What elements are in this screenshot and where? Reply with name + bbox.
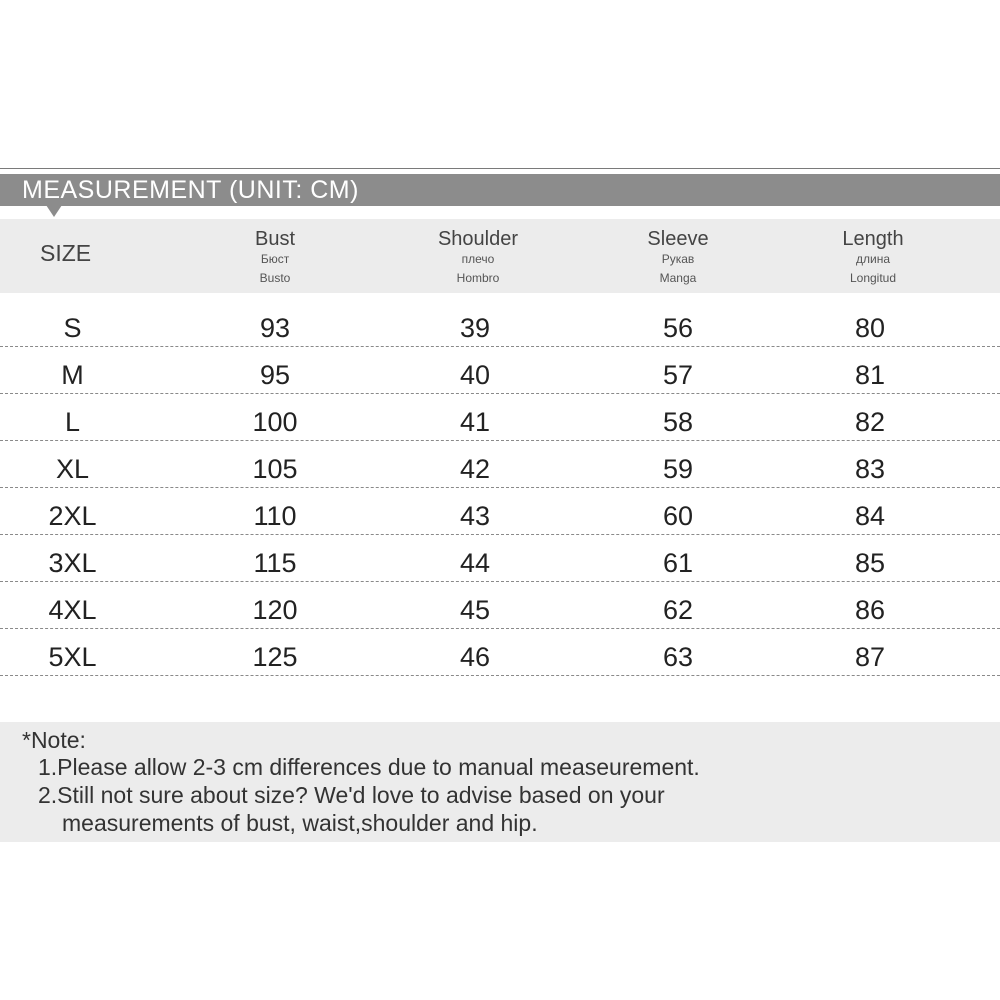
- banner-pointer-icon: [46, 205, 62, 217]
- sleeve-cell: 59: [662, 454, 694, 484]
- shoulder-cell: 43: [459, 501, 491, 531]
- header-bust-spanish: Busto: [259, 271, 291, 285]
- table-row: [0, 629, 1000, 676]
- size-cell: M: [61, 360, 84, 390]
- header-bust: [215, 219, 335, 293]
- bust-cell: 93: [259, 313, 291, 343]
- shoulder-cell: 46: [459, 642, 491, 672]
- bust-cell: 120: [252, 595, 298, 625]
- header-shoulder-russian: плечо: [461, 252, 495, 266]
- sleeve-cell: 57: [662, 360, 694, 390]
- length-cell: 83: [854, 454, 886, 484]
- note-line-1: 1.Please allow 2-3 cm differences due to manual measeurement.: [38, 754, 700, 780]
- header-shoulder-label: Shoulder: [437, 228, 519, 250]
- length-cell: 82: [854, 407, 886, 437]
- header-length-spanish: Longitud: [849, 271, 897, 285]
- note-line-3: measurements of bust, waist,shoulder and hip.: [62, 810, 538, 836]
- shoulder-cell: 45: [459, 595, 491, 625]
- sleeve-cell: 56: [662, 313, 694, 343]
- shoulder-cell: 42: [459, 454, 491, 484]
- header-length-russian: длина: [855, 252, 890, 266]
- size-cell: 3XL: [48, 548, 97, 578]
- note-line-2: 2.Still not sure about size? We'd love to advise based on your: [38, 782, 665, 808]
- note-heading: *Note:: [22, 727, 86, 753]
- length-cell: 84: [854, 501, 886, 531]
- size-cell: XL: [55, 454, 90, 484]
- bust-cell: 125: [252, 642, 298, 672]
- header-length: [813, 219, 933, 293]
- bust-cell: 115: [253, 548, 297, 578]
- size-cell: 4XL: [48, 595, 97, 625]
- sleeve-cell: 61: [662, 548, 694, 578]
- length-cell: 81: [854, 360, 886, 390]
- sleeve-cell: 60: [662, 501, 694, 531]
- header-size-label: SIZE: [40, 240, 92, 266]
- header-sleeve-russian: Рукав: [661, 252, 695, 266]
- header-shoulder: [408, 219, 548, 293]
- bust-cell: 100: [252, 407, 298, 437]
- chart-title: MEASUREMENT (UNIT: CM): [22, 176, 359, 204]
- sleeve-cell: 62: [662, 595, 694, 625]
- length-cell: 87: [854, 642, 886, 672]
- bust-cell: 105: [252, 454, 298, 484]
- length-cell: 80: [854, 313, 886, 343]
- table-row: [0, 488, 1000, 535]
- size-cell: L: [64, 407, 81, 437]
- shoulder-cell: 41: [459, 407, 491, 437]
- size-cell: 2XL: [48, 501, 97, 531]
- bust-cell: 95: [259, 360, 291, 390]
- header-length-label: Length: [842, 228, 904, 250]
- table-row: [0, 394, 1000, 441]
- length-cell: 86: [854, 595, 886, 625]
- length-cell: 85: [854, 548, 886, 578]
- header-bust-label: Bust: [254, 228, 296, 250]
- header-bust-russian: Бюст: [260, 252, 290, 266]
- bust-cell: 110: [253, 501, 297, 531]
- header-sleeve-label: Sleeve: [647, 228, 709, 250]
- title-banner: [0, 174, 1000, 206]
- size-cell: S: [63, 313, 82, 343]
- table-row: [0, 441, 1000, 488]
- shoulder-cell: 39: [459, 313, 491, 343]
- header-sleeve: [618, 219, 738, 293]
- header-sleeve-spanish: Manga: [659, 271, 697, 285]
- sleeve-cell: 58: [662, 407, 694, 437]
- shoulder-cell: 40: [459, 360, 491, 390]
- sleeve-cell: 63: [662, 642, 694, 672]
- table-header: [0, 219, 1000, 293]
- shoulder-cell: 44: [459, 548, 491, 578]
- note-section: [0, 722, 1000, 842]
- table-row: [0, 300, 1000, 347]
- header-shoulder-spanish: Hombro: [456, 271, 500, 285]
- size-cell: 5XL: [48, 642, 97, 672]
- table-row: [0, 582, 1000, 629]
- top-divider: [0, 168, 1000, 169]
- table-row: [0, 535, 1000, 582]
- table-row: [0, 347, 1000, 394]
